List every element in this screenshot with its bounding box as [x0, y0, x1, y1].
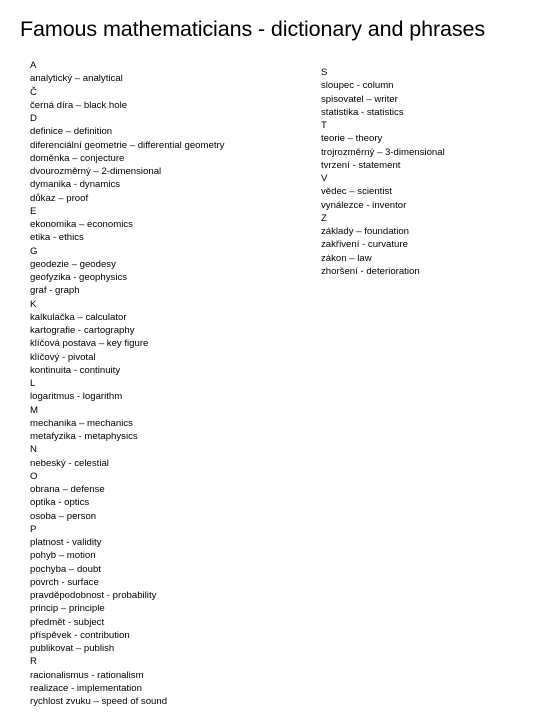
dictionary-entry: klíčová postava – key figure — [30, 338, 149, 350]
dictionary-entry: předmět - subject — [30, 616, 105, 628]
section-letter: E — [30, 205, 37, 217]
section-letter: A — [30, 60, 37, 71]
dictionary-entry: vynálezce - inventor — [321, 199, 407, 211]
dictionary-entry: nebeský - celestial — [30, 457, 109, 469]
page-title: Famous mathematicians - dictionary and phrases — [20, 17, 486, 41]
dictionary-column-left — [30, 59, 224, 708]
dictionary-entry: důkaz – proof — [30, 192, 89, 204]
dictionary-entry: zákon – law — [321, 252, 372, 264]
section-letter: D — [30, 113, 37, 124]
dictionary-entry: spisovatel – writer — [321, 93, 398, 105]
dictionary-entry: princip – principle — [30, 603, 105, 615]
dictionary-entry: publikovat – publish — [30, 643, 115, 654]
dictionary-entry: kontinuita - continuity — [30, 364, 121, 376]
dictionary-entry: černá díra – black hole — [30, 99, 128, 111]
dictionary-entry: povrch - surface — [30, 576, 99, 588]
section-letter: P — [30, 523, 37, 535]
dictionary-entry: dymanika - dynamics — [30, 179, 121, 191]
section-letter: L — [30, 378, 36, 389]
dictionary-entry: tvrzení - statement — [321, 159, 401, 171]
dictionary-entry: sloupec - column — [321, 80, 394, 92]
dictionary-entry: kartografie - cartography — [30, 325, 135, 336]
dictionary-entry: ekonomika – economics — [30, 219, 133, 230]
dictionary-entry: geodezie – geodesy — [30, 258, 116, 270]
dictionary-entry: dvourozměrný – 2-dimensional — [30, 166, 162, 177]
dictionary-entry: definice – definition — [30, 126, 113, 138]
dictionary-entry: logaritmus - logarithm — [30, 391, 123, 403]
dictionary-entry: metafyzika - metaphysics — [30, 431, 138, 442]
dictionary-entry: osoba – person — [30, 510, 97, 522]
dictionary-entry: etika - ethics — [30, 232, 84, 244]
dictionary-entry: doměnka – conjecture — [30, 152, 125, 164]
dictionary-entry: platnost - validity — [30, 537, 102, 548]
dictionary-entry: trojrozměrný – 3-dimensional — [321, 146, 445, 158]
section-letter: K — [30, 298, 37, 310]
dictionary-entry: klíčový - pivotal — [30, 351, 96, 363]
section-letter: G — [30, 245, 38, 257]
dictionary-entry: zhoršení - deterioration — [321, 265, 420, 277]
dictionary-entry: teorie – theory — [321, 133, 383, 145]
dictionary-entry: vědec – scientist — [321, 186, 392, 198]
section-letter: M — [30, 404, 38, 416]
dictionary-entry: racionalismus - rationalism — [30, 669, 144, 681]
section-letter: R — [30, 656, 37, 668]
dictionary-entry: diferenciální geometrie – differential geometry — [30, 139, 225, 151]
dictionary-entry: rychlost zvuku – speed of sound — [30, 696, 168, 707]
dictionary-entry: obrana – defense — [30, 484, 105, 495]
dictionary-entry: pohyb – motion — [30, 550, 96, 562]
dictionary-entry: pravděpodobnost - probability — [30, 590, 157, 601]
section-letter: Z — [321, 212, 327, 224]
dictionary-entry: realizace - implementation — [30, 682, 142, 694]
dictionary-column-right — [321, 66, 445, 278]
dictionary-entry: mechanika – mechanics — [30, 417, 133, 429]
dictionary-entry: zakřivení - curvature — [321, 239, 408, 251]
dictionary-entry: analytický – analytical — [30, 73, 123, 85]
dictionary-entry: příspěvek - contribution — [30, 629, 130, 641]
section-letter: T — [321, 120, 327, 131]
section-letter: V — [321, 173, 328, 184]
section-letter: S — [321, 67, 328, 78]
dictionary-entry: pochyba – doubt — [30, 563, 101, 575]
dictionary-entry: kalkulačka – calculator — [30, 311, 127, 323]
section-letter: Č — [30, 86, 37, 98]
dictionary-entry: základy – foundation — [321, 226, 410, 237]
section-letter: N — [30, 444, 37, 456]
dictionary-entry: optika - optics — [30, 497, 90, 509]
dictionary-entry: geofyzika - geophysics — [30, 272, 128, 283]
dictionary-entry: graf - graph — [30, 285, 80, 297]
section-letter: O — [30, 470, 38, 482]
dictionary-entry: statistika - statistics — [321, 106, 404, 118]
